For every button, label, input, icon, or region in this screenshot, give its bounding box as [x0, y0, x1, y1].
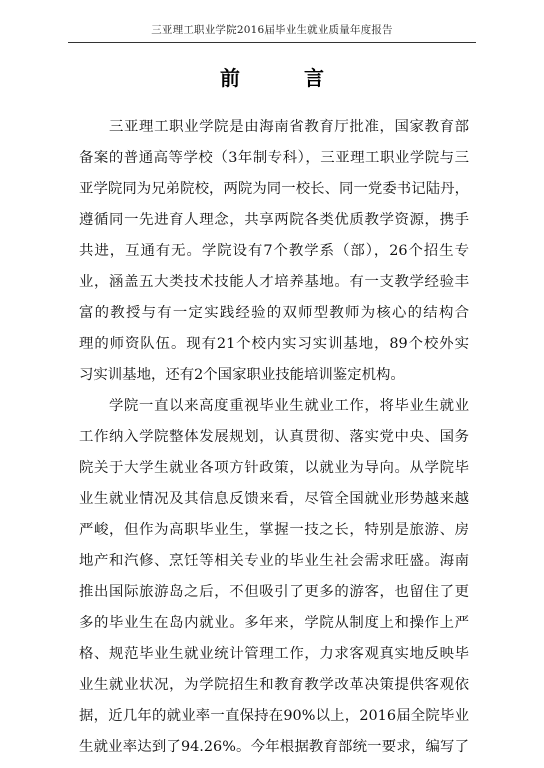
- text-line: 学院一直以来高度重视毕业生就业工作，将毕业生就业: [109, 398, 469, 414]
- text-line: 格、规范毕业生就业统计管理工作，力求客观真实地反映毕: [79, 646, 469, 662]
- text-line: 据，近几年的就业率一直保持在90%以上，2016届全院毕业: [79, 708, 469, 724]
- text-line: 理的师资队伍。现有21个校内实习实训基地，89个校外实: [79, 336, 469, 352]
- text-line: 生就业率达到了94.26%。今年根据教育部统一要求，编写了: [79, 739, 469, 755]
- running-header: 三亚理工职业学院2016届毕业生就业质量年度报告: [151, 24, 393, 36]
- header-divider: [68, 42, 476, 43]
- text-line: 地产和汽修、烹饪等相关专业的毕业生社会需求旺盛。海南: [79, 553, 469, 569]
- text-line: 业，涵盖五大类技术技能人才培养基地。有一支教学经验丰: [79, 274, 469, 290]
- body-text: [79, 112, 469, 763]
- text-line: 共进，互通有无。学院设有7个教学系（部），26个招生专: [79, 243, 469, 259]
- text-line: 工作纳入学院整体发展规划，认真贯彻、落实党中央、国务: [79, 429, 469, 445]
- text-line: 业生就业情况及其信息反馈来看，尽管全国就业形势越来越: [79, 491, 469, 507]
- text-line: 遵循同一先进育人理念，共享两院各类优质教学资源，携手: [79, 212, 469, 228]
- text-line: 多的毕业生在岛内就业。多年来，学院从制度上和操作上严: [79, 615, 469, 631]
- text-line: 三亚理工职业学院是由海南省教育厅批准，国家教育部: [109, 119, 469, 135]
- text-line: 业生就业状况，为学院招生和教育教学改革决策提供客观依: [79, 677, 469, 693]
- text-line: 习实训基地，还有2个国家职业技能培训鉴定机构。: [79, 367, 405, 383]
- page-title: 前 言: [220, 66, 346, 90]
- paragraph: [79, 112, 469, 391]
- paragraph: [79, 391, 469, 763]
- text-line: 严峻，但作为高职毕业生，掌握一技之长，特别是旅游、房: [79, 522, 469, 538]
- text-line: 备案的普通高等学校（3年制专科），三亚理工职业学院与三: [79, 150, 469, 166]
- text-line: 亚学院同为兄弟院校，两院为同一校长、同一党委书记陆丹，: [79, 181, 469, 197]
- text-line: 推出国际旅游岛之后，不但吸引了更多的游客，也留住了更: [79, 584, 469, 600]
- text-line: 院关于大学生就业各项方针政策，以就业为导向。从学院毕: [79, 460, 469, 476]
- text-line: 富的教授与有一定实践经验的双师型教师为核心的结构合: [79, 305, 469, 321]
